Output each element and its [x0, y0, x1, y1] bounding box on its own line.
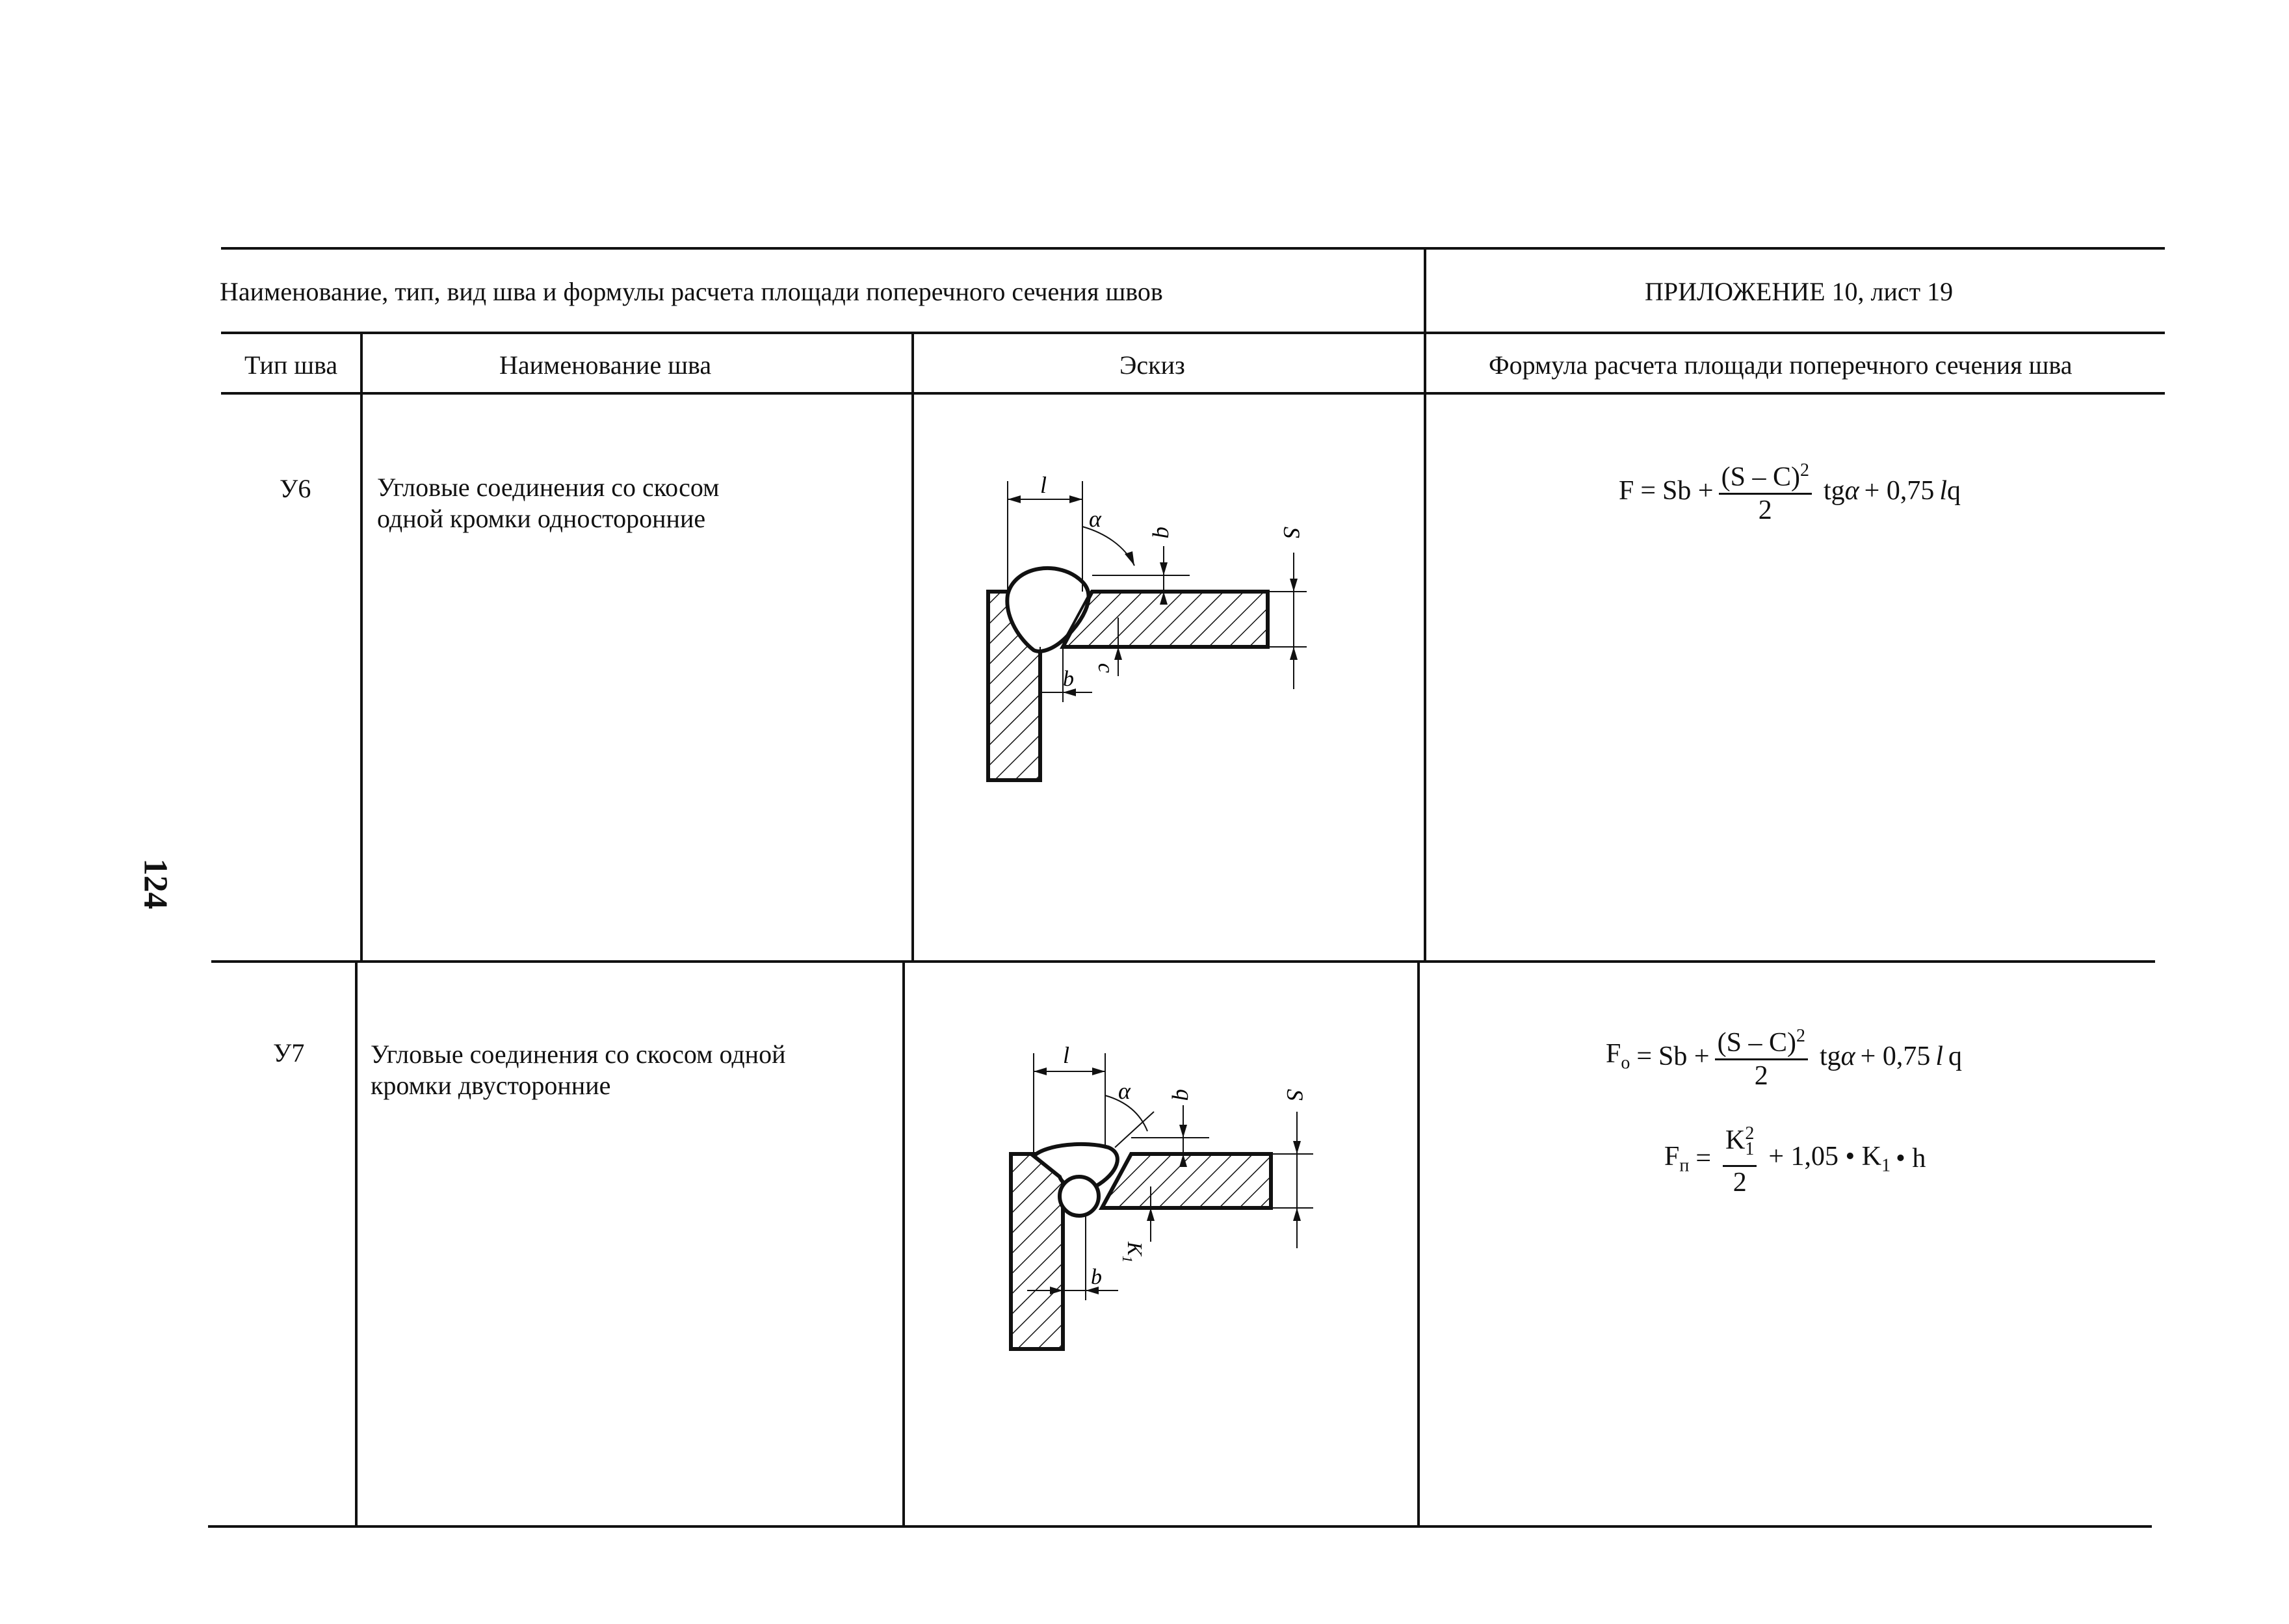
col-divider-name-bottom: [902, 962, 905, 1527]
label-l: l: [1063, 1042, 1070, 1068]
formula-term1: Sb +: [1658, 1041, 1710, 1071]
header-rule-1: [221, 332, 2165, 334]
row-u7-formula-2: [1664, 1118, 1926, 1198]
row-u6-type: У6: [280, 474, 311, 503]
fraction-denominator: 2: [1733, 1168, 1747, 1198]
row-u6-name-line2: одной кромки односторонние: [377, 504, 706, 533]
label-alpha: α: [1089, 506, 1101, 532]
table-bottom-rule: [208, 1525, 2152, 1528]
label-q: q: [1152, 527, 1178, 538]
column-header-formula: Формула расчета площади поперечного сечения шва: [1489, 350, 2073, 380]
table-title: Наименование, тип, вид шва и формулы расчета площади поперечного сечения швов: [220, 277, 1163, 306]
fraction-numerator: (S – C)$^2$: [1719, 455, 1812, 495]
formula-tail2: + 0,75: [1864, 475, 1935, 506]
row-u7-formula-1: [1606, 1021, 1962, 1092]
formula-tail: + 1,05 • $K_1$: [1768, 1141, 1891, 1175]
formula-q: q: [1948, 1041, 1963, 1071]
label-k1: $K_1$: [1119, 1242, 1147, 1263]
row-u6-name-line1: Угловые соединения со скосом: [377, 473, 720, 502]
col-divider-appendix: [1424, 247, 1426, 962]
label-b: b: [1091, 1265, 1102, 1289]
appendix-label: ПРИЛОЖЕНИЕ 10, лист 19: [1645, 277, 1954, 306]
fraction-denominator: 2: [1758, 495, 1772, 525]
formula-fraction: [1723, 1118, 1757, 1198]
horizontal-plate: [1102, 1154, 1271, 1208]
sketch-u6: [969, 462, 1372, 787]
formula-term1: Sb +: [1662, 475, 1714, 506]
formula-eq: =: [1695, 1143, 1712, 1173]
formula-q: q: [1947, 475, 1961, 506]
row-u7-type: У7: [273, 1038, 305, 1067]
column-header-name: Наименование шва: [499, 350, 712, 380]
col-divider-type-bottom: [355, 962, 358, 1527]
formula-eq: =: [1640, 475, 1656, 506]
formula-lhs: F: [1619, 475, 1634, 506]
label-s: S: [1282, 1089, 1308, 1101]
column-header-type: Тип шва: [244, 350, 338, 380]
formula-alpha: α: [1844, 475, 1859, 506]
row-u6-formula: [1619, 455, 1961, 526]
formula-tail: tg: [1819, 1041, 1841, 1071]
row-u7-name-line2: кромки двусторонние: [371, 1071, 611, 1100]
formula-lhs: $F_п$: [1664, 1141, 1690, 1175]
weld-bead-root: [1060, 1177, 1099, 1216]
label-alpha: α: [1118, 1078, 1131, 1104]
formula-lhs: $F_о$: [1606, 1039, 1630, 1073]
header-rule-2: [221, 392, 2165, 395]
label-l: l: [1040, 472, 1047, 498]
fraction-denominator: 2: [1754, 1061, 1768, 1091]
label-s: S: [1279, 527, 1305, 538]
vertical-plate: [1011, 1154, 1063, 1349]
column-header-sketch: Эскиз: [1119, 350, 1185, 380]
sketch-u7: [988, 1034, 1391, 1359]
page-number: 124: [137, 858, 174, 910]
formula-alpha: α: [1840, 1041, 1855, 1071]
label-q: q: [1171, 1089, 1197, 1101]
col-divider-type-top: [360, 332, 363, 961]
formula-tail2: + 0,75: [1860, 1041, 1931, 1071]
table-top-rule: [221, 247, 2165, 250]
row-separator: [211, 960, 2155, 963]
row-u7-name-line1: Угловые соединения со скосом одной: [371, 1040, 786, 1069]
col-divider-name-top: [911, 332, 914, 961]
label-c: c: [1093, 663, 1118, 674]
formula-l: l: [1939, 475, 1948, 506]
label-b: b: [1063, 667, 1074, 691]
formula-eq: =: [1636, 1041, 1653, 1071]
formula-fraction: [1719, 455, 1812, 526]
fraction-numerator: $K^2_1$: [1723, 1118, 1757, 1167]
col-divider-formula-bottom: [1417, 962, 1420, 1527]
fraction-numerator: (S – C)$^2$: [1715, 1021, 1808, 1060]
formula-tail2: • h: [1896, 1143, 1926, 1173]
formula-tail: tg: [1823, 475, 1845, 506]
formula-l: l: [1935, 1041, 1944, 1071]
formula-fraction: [1715, 1021, 1808, 1092]
